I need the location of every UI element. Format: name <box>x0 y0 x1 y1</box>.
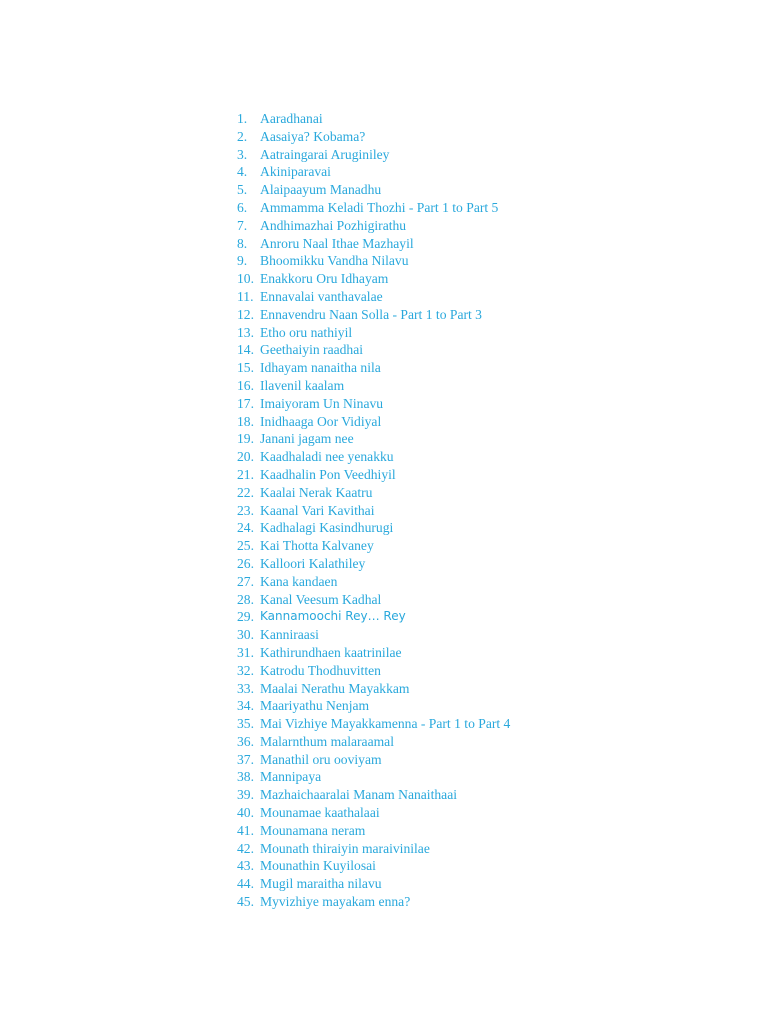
list-item[interactable] <box>237 751 510 769</box>
list-item[interactable] <box>237 217 510 235</box>
list-item-title[interactable]: Janani jagam nee <box>260 431 354 447</box>
list-item[interactable] <box>237 128 510 146</box>
list-item-title[interactable]: Maalai Nerathu Mayakkam <box>260 680 410 696</box>
list-item-number: 17. <box>237 395 254 411</box>
story-list <box>237 110 510 911</box>
list-item-number: 25. <box>237 538 254 554</box>
list-item-title[interactable]: Andhimazhai Pozhigirathu <box>260 217 407 233</box>
list-item[interactable] <box>237 306 510 324</box>
list-item-number: 43. <box>237 858 254 874</box>
list-item-title[interactable]: Aasaiya? Kobama? <box>260 128 366 144</box>
list-item-number: 29. <box>237 609 254 625</box>
list-item[interactable] <box>237 822 510 840</box>
list-item-title[interactable]: Ammamma Keladi Thozhi - Part 1 to Part 5 <box>260 199 499 215</box>
list-item-number: 22. <box>237 484 254 500</box>
list-item-title[interactable]: Kanniraasi <box>260 627 319 643</box>
list-item[interactable] <box>237 893 510 911</box>
list-item-number: 45. <box>237 894 254 910</box>
list-item-number: 5. <box>237 182 248 198</box>
list-item[interactable] <box>237 591 510 609</box>
list-item-number: 27. <box>237 573 254 589</box>
list-item[interactable] <box>237 662 510 680</box>
list-item-number: 1. <box>237 111 248 126</box>
list-item-number: 2. <box>237 128 248 144</box>
list-item[interactable] <box>237 804 510 822</box>
list-item-title[interactable]: Aaradhanai <box>260 111 323 126</box>
list-item[interactable] <box>237 715 510 733</box>
list-item-title[interactable]: Akiniparavai <box>260 164 331 180</box>
list-item[interactable] <box>237 288 510 306</box>
list-item[interactable] <box>237 644 510 662</box>
list-item[interactable] <box>237 270 510 288</box>
list-item-number: 33. <box>237 680 254 696</box>
list-item-number: 30. <box>237 627 254 643</box>
list-item-number: 20. <box>237 449 254 465</box>
list-item-title[interactable]: Myvizhiye mayakam enna? <box>260 894 411 910</box>
list-item-title[interactable]: Kalloori Kalathiley <box>260 555 366 571</box>
list-item-number: 28. <box>237 591 254 607</box>
list-item-number: 34. <box>237 698 254 714</box>
list-item[interactable] <box>237 163 510 181</box>
list-item-title[interactable]: Idhayam nanaitha nila <box>260 360 381 376</box>
list-item-title[interactable]: Mazhaichaaralai Manam Nanaithaai <box>260 787 458 803</box>
list-item-number: 8. <box>237 235 248 251</box>
list-item-title[interactable]: Ennavalai vanthavalae <box>260 288 383 304</box>
list-item-number: 16. <box>237 377 254 393</box>
list-item-title[interactable]: Imaiyoram Un Ninavu <box>260 395 384 411</box>
list-item[interactable] <box>237 519 510 537</box>
list-item[interactable] <box>237 786 510 804</box>
list-item-title[interactable]: Kaalai Nerak Kaatru <box>260 484 373 500</box>
list-item-title[interactable]: Enakkoru Oru Idhayam <box>260 271 389 287</box>
list-item[interactable] <box>237 448 510 466</box>
list-item[interactable] <box>237 502 510 520</box>
list-item-number: 31. <box>237 644 254 660</box>
list-item-title[interactable]: Kannamoochi Rey… Rey <box>260 609 406 624</box>
list-item[interactable] <box>237 324 510 342</box>
list-item-number: 14. <box>237 342 254 358</box>
list-item-number: 9. <box>237 253 248 269</box>
list-item-title[interactable]: Kana kandaen <box>260 573 338 589</box>
list-item[interactable] <box>237 359 510 377</box>
list-item-title[interactable]: Etho oru nathiyil <box>260 324 353 340</box>
list-item[interactable] <box>237 537 510 555</box>
list-item-title[interactable]: Inidhaaga Oor Vidiyal <box>260 413 382 429</box>
list-item-title[interactable]: Ennavendru Naan Solla - Part 1 to Part 3 <box>260 306 482 322</box>
list-item-title[interactable]: Kanal Veesum Kadhal <box>260 591 382 607</box>
list-item-title[interactable]: Mai Vizhiye Mayakkamenna - Part 1 to Part 4 <box>260 716 511 732</box>
list-item-title[interactable]: Ilavenil kaalam <box>260 377 345 393</box>
list-item[interactable] <box>237 768 510 786</box>
list-item-number: 6. <box>237 199 248 215</box>
list-item[interactable] <box>237 341 510 359</box>
list-item[interactable] <box>237 466 510 484</box>
list-item[interactable] <box>237 430 510 448</box>
list-item[interactable] <box>237 733 510 751</box>
list-item-title[interactable]: Manathil oru ooviyam <box>260 751 382 767</box>
list-item-number: 7. <box>237 217 248 233</box>
list-item-number: 13. <box>237 324 254 340</box>
list-item[interactable] <box>237 395 510 413</box>
list-item-number: 37. <box>237 751 254 767</box>
list-item-number: 4. <box>237 164 248 180</box>
list-item[interactable] <box>237 199 510 217</box>
list-item-number: 35. <box>237 716 254 732</box>
list-item-number: 32. <box>237 662 254 678</box>
list-item-title[interactable]: Mounath thiraiyin maraivinilae <box>260 840 430 856</box>
list-item-title[interactable]: Mounathin Kuyilosai <box>260 858 376 874</box>
list-item-title[interactable]: Kaadhalin Pon Veedhiyil <box>260 466 396 482</box>
list-item[interactable] <box>237 857 510 875</box>
list-item-title[interactable]: Aatraingarai Aruginiley <box>260 146 390 162</box>
list-item-number: 3. <box>237 146 248 162</box>
list-item-number: 23. <box>237 502 254 518</box>
list-item[interactable] <box>237 110 510 128</box>
list-item-number: 15. <box>237 360 254 376</box>
list-item-title[interactable]: Alaipaayum Manadhu <box>260 182 382 198</box>
list-item[interactable] <box>237 840 510 858</box>
list-item-number: 42. <box>237 840 254 856</box>
list-item[interactable] <box>237 252 510 270</box>
list-item[interactable] <box>237 377 510 395</box>
list-item-title[interactable]: Kathirundhaen kaatrinilae <box>260 644 402 660</box>
list-item-title[interactable]: Mugil maraitha nilavu <box>260 876 382 892</box>
list-item-number: 18. <box>237 413 254 429</box>
list-item-number: 38. <box>237 769 254 785</box>
list-item-number: 39. <box>237 787 254 803</box>
list-item-title[interactable]: Maariyathu Nenjam <box>260 698 370 714</box>
list-item-title[interactable]: Malarnthum malaraamal <box>260 733 394 749</box>
list-item[interactable] <box>237 484 510 502</box>
list-item-title[interactable]: Katrodu Thodhuvitten <box>260 662 381 678</box>
list-item[interactable] <box>237 626 510 644</box>
list-item-number: 11. <box>237 288 254 304</box>
list-item-title[interactable]: Anroru Naal Ithae Mazhayil <box>260 235 414 251</box>
list-item-number: 24. <box>237 520 254 536</box>
list-item-number: 19. <box>237 431 254 447</box>
list-item[interactable] <box>237 555 510 573</box>
list-item-number: 12. <box>237 306 254 322</box>
list-item-title[interactable]: Mannipaya <box>260 769 322 785</box>
list-item-title[interactable]: Mounamae kaathalaai <box>260 805 380 821</box>
list-item-title[interactable]: Kadhalagi Kasindhurugi <box>260 520 394 536</box>
list-item-number: 41. <box>237 822 254 838</box>
list-item[interactable] <box>237 608 510 626</box>
list-item[interactable] <box>237 697 510 715</box>
list-item-title[interactable]: Geethaiyin raadhai <box>260 342 364 358</box>
list-item[interactable] <box>237 413 510 431</box>
list-item-title[interactable]: Kaadhaladi nee yenakku <box>260 449 394 465</box>
list-item-number: 36. <box>237 733 254 749</box>
list-item[interactable] <box>237 181 510 199</box>
list-item[interactable] <box>237 680 510 698</box>
list-item[interactable] <box>237 235 510 253</box>
list-item-number: 21. <box>237 466 254 482</box>
list-item-title[interactable]: Mounamana neram <box>260 822 366 838</box>
list-item-number: 44. <box>237 876 254 892</box>
list-item-number: 40. <box>237 805 254 821</box>
list-item-number: 26. <box>237 555 254 571</box>
list-item-title[interactable]: Kai Thotta Kalvaney <box>260 538 374 554</box>
list-item-title[interactable]: Kaanal Vari Kavithai <box>260 502 375 518</box>
list-item-number: 10. <box>237 271 254 287</box>
list-item[interactable] <box>237 573 510 591</box>
list-item-title[interactable]: Bhoomikku Vandha Nilavu <box>260 253 409 269</box>
list-item[interactable] <box>237 146 510 164</box>
list-item[interactable] <box>237 875 510 893</box>
